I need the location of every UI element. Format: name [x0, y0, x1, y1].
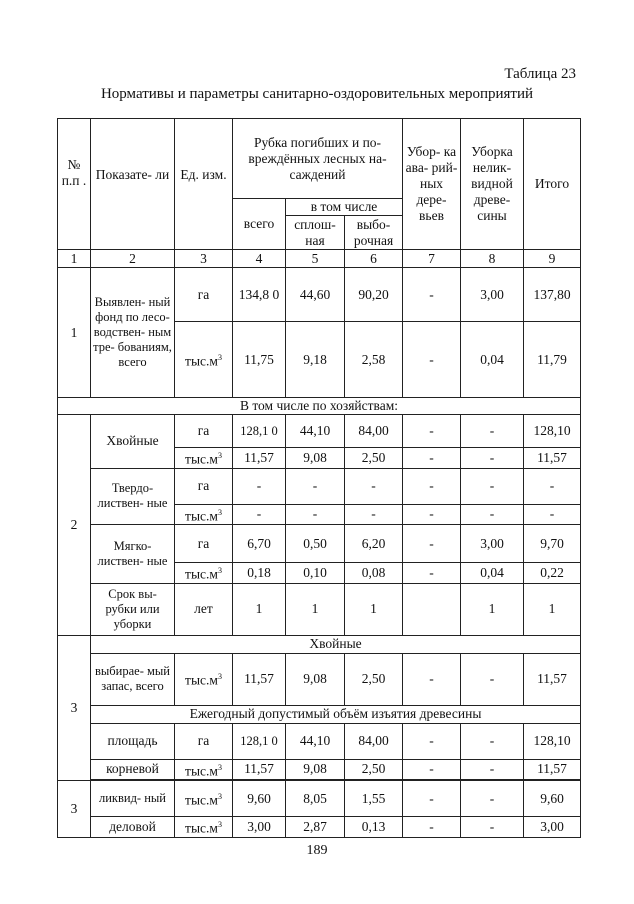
value-cell: - [286, 504, 345, 525]
row-num: 3 [58, 781, 91, 838]
value-cell: 0,50 [286, 525, 345, 563]
unit-cell: лет [175, 583, 233, 635]
value-cell: - [403, 759, 461, 780]
value-cell: 0,13 [345, 817, 403, 838]
value-cell: - [403, 448, 461, 469]
header-clear: сплош- ная [286, 216, 345, 250]
data-table [57, 118, 581, 838]
value-cell: - [233, 468, 286, 504]
value-cell: - [461, 504, 524, 525]
value-cell: - [461, 759, 524, 780]
value-cell: - [461, 415, 524, 448]
value-cell: 9,08 [286, 759, 345, 780]
colnum: 9 [524, 250, 581, 268]
value-cell: 8,05 [286, 781, 345, 817]
value-cell: 128,10 [524, 723, 581, 759]
unit-cell: $тыс.м^3$ [175, 322, 233, 398]
row-label: площадь [91, 723, 175, 759]
value-cell: 11,57 [524, 448, 581, 469]
colnum: 7 [403, 250, 461, 268]
unit-cell: $тыс.м^3$ [175, 504, 233, 525]
row-num: 1 [58, 268, 91, 398]
value-cell: 2,50 [345, 653, 403, 705]
value-cell: 0,10 [286, 563, 345, 584]
value-cell: - [403, 817, 461, 838]
unit-cell: $тыс.м^3$ [175, 563, 233, 584]
colnum: 3 [175, 250, 233, 268]
value-cell: 134,8 0 [233, 268, 286, 322]
unit-cell: $тыс.м^3$ [175, 448, 233, 469]
colnum: 6 [345, 250, 403, 268]
value-cell: - [403, 504, 461, 525]
value-cell: 9,60 [524, 781, 581, 817]
value-cell: 3,00 [461, 268, 524, 322]
unit-cell: га [175, 415, 233, 448]
value-cell: 84,00 [345, 723, 403, 759]
value-cell: 44,10 [286, 723, 345, 759]
colnum: 5 [286, 250, 345, 268]
value-cell: - [403, 525, 461, 563]
value-cell: - [345, 504, 403, 525]
value-cell [403, 583, 461, 635]
unit-cell: $тыс.м^3$ [175, 781, 233, 817]
value-cell: - [461, 448, 524, 469]
row-label: ликвид- ный [91, 781, 175, 817]
header-unit: Ед. изм. [175, 119, 233, 250]
value-cell: 1 [461, 583, 524, 635]
value-cell: 11,57 [233, 653, 286, 705]
header-illiquid: Уборка нелик- видной древе- сины [461, 119, 524, 250]
value-cell: - [403, 322, 461, 398]
value-cell: 1 [286, 583, 345, 635]
value-cell: 2,50 [345, 759, 403, 780]
value-cell: - [461, 653, 524, 705]
value-cell: 9,08 [286, 448, 345, 469]
value-cell: 128,1 0 [233, 415, 286, 448]
row-num: 2 [58, 415, 91, 636]
value-cell: 44,10 [286, 415, 345, 448]
value-cell: 128,10 [524, 415, 581, 448]
value-cell: - [524, 504, 581, 525]
unit-cell: га [175, 723, 233, 759]
section-header: Ежегодный допустимый объём изъятия древесины [91, 705, 581, 723]
value-cell: 84,00 [345, 415, 403, 448]
value-cell: 3,00 [461, 525, 524, 563]
row-label: корневой [91, 759, 175, 780]
value-cell: - [233, 504, 286, 525]
value-cell: 90,20 [345, 268, 403, 322]
row-label: выбирае- мый запас, всего [91, 653, 175, 705]
value-cell: - [403, 781, 461, 817]
value-cell: 0,08 [345, 563, 403, 584]
value-cell: 9,08 [286, 653, 345, 705]
value-cell: 44,60 [286, 268, 345, 322]
value-cell: 1,55 [345, 781, 403, 817]
header-emergency: Убор- ка ава- рий- ных дере- вьев [403, 119, 461, 250]
value-cell: 137,80 [524, 268, 581, 322]
row-label: Хвойные [91, 415, 175, 469]
row-num: 3 [58, 635, 91, 781]
header-total: Итого [524, 119, 581, 250]
value-cell: 3,00 [524, 817, 581, 838]
row-label: Выявлен- ный фонд по лесо- водствен- ным тре- бованиям, всего [91, 268, 175, 398]
value-cell: 11,57 [233, 759, 286, 780]
table-caption: Таблица 23 [504, 66, 576, 82]
unit-cell: га [175, 468, 233, 504]
value-cell: - [524, 468, 581, 504]
value-cell: - [461, 781, 524, 817]
value-cell: 2,58 [345, 322, 403, 398]
unit-cell: $тыс.м^3$ [175, 817, 233, 838]
unit-cell: $тыс.м^3$ [175, 653, 233, 705]
value-cell: - [461, 468, 524, 504]
colnum: 2 [91, 250, 175, 268]
value-cell: 11,57 [524, 653, 581, 705]
value-cell: - [403, 723, 461, 759]
unit-cell: га [175, 525, 233, 563]
value-cell: - [345, 468, 403, 504]
header-selective: выбо- рочная [345, 216, 403, 250]
value-cell: 9,60 [233, 781, 286, 817]
value-cell: 3,00 [233, 817, 286, 838]
colnum: 8 [461, 250, 524, 268]
value-cell: - [403, 468, 461, 504]
value-cell: 6,20 [345, 525, 403, 563]
header-indicator: Показате- ли [91, 119, 175, 250]
value-cell: - [403, 415, 461, 448]
value-cell: 11,57 [233, 448, 286, 469]
header-felling-total: всего [233, 199, 286, 250]
value-cell: 1 [233, 583, 286, 635]
value-cell: - [286, 468, 345, 504]
row-label: деловой [91, 817, 175, 838]
value-cell: 11,79 [524, 322, 581, 398]
value-cell: 1 [345, 583, 403, 635]
page-number: 189 [306, 843, 328, 858]
value-cell: 9,18 [286, 322, 345, 398]
value-cell: - [403, 563, 461, 584]
row-label: Твердо- листвен- ные [91, 468, 175, 525]
colnum: 4 [233, 250, 286, 268]
value-cell: 0,22 [524, 563, 581, 584]
value-cell: 2,50 [345, 448, 403, 469]
table-title: Нормативы и параметры санитарно-оздоровительных мероприятий [100, 86, 534, 102]
section-header: В том числе по хозяйствам: [58, 398, 581, 415]
header-felling: Рубка погибших и по- вреждённых лесных на- саждений [233, 119, 403, 199]
value-cell: 2,87 [286, 817, 345, 838]
value-cell: 6,70 [233, 525, 286, 563]
value-cell: - [461, 723, 524, 759]
value-cell: 0,04 [461, 563, 524, 584]
value-cell: - [403, 268, 461, 322]
row-label: Срок вы- рубки или уборки [91, 583, 175, 635]
value-cell: - [461, 817, 524, 838]
unit-cell: га [175, 268, 233, 322]
header-num: № п.п . [58, 119, 91, 250]
row-label: Мягко- листвен- ные [91, 525, 175, 584]
value-cell: 11,75 [233, 322, 286, 398]
section-header: Хвойные [91, 635, 581, 653]
value-cell: 128,1 0 [233, 723, 286, 759]
unit-cell: $тыс.м^3$ [175, 759, 233, 780]
colnum: 1 [58, 250, 91, 268]
value-cell: 0,04 [461, 322, 524, 398]
value-cell: 1 [524, 583, 581, 635]
header-including: в том числе [286, 199, 403, 216]
value-cell: - [403, 653, 461, 705]
value-cell: 0,18 [233, 563, 286, 584]
value-cell: 11,57 [524, 759, 581, 780]
value-cell: 9,70 [524, 525, 581, 563]
